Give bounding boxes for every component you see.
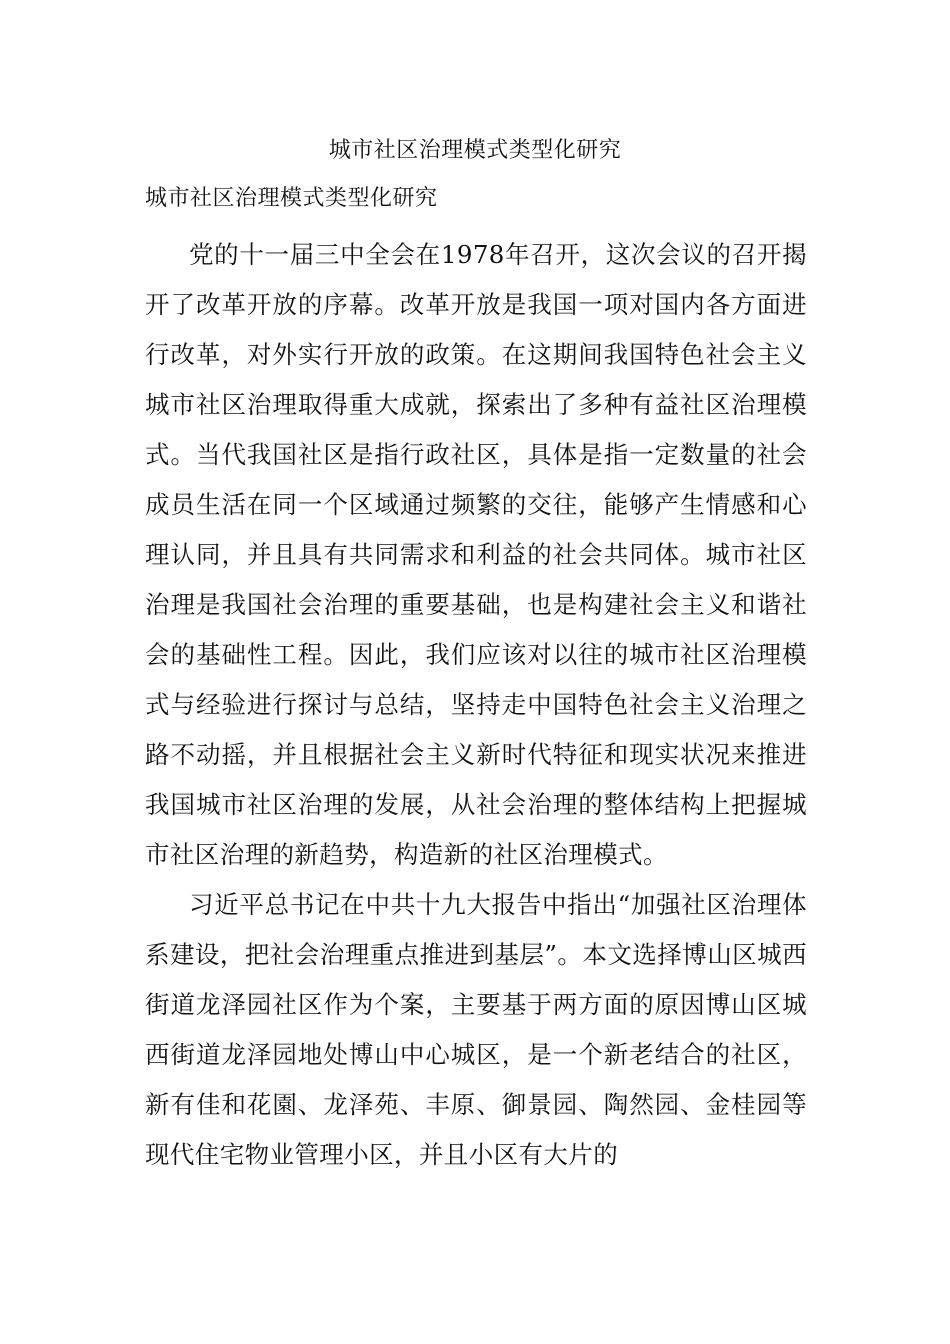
paragraph-1: 党的十一届三中全会在1978年召开，这次会议的召开揭开了改革开放的序幕。改革开放是我国一项对国内各方面进行改革，对外实行开放的政策。在这期间我国特色社会主义城市社区治理取得重大成就，探索出了多种有益社区治理模式。当代我国社区是指行政社区，具体是指一定数量的社会成员生活在同一个区域通过频繁的交往，能够产生情感和心理认同，并且具有共同需求和利益的社会共同体。城市社区治理是我国社会治理的重要基础，也是构建社会主义和谐社会的基础性工程。因此，我们应该对以往的城市社区治理模式与经验进行探讨与总结，坚持走中国特色社会主义治理之路不动摇，并且根据社会主义新时代特征和现实状况来推进我国城市社区治理的发展，从社会治理的整体结构上把握城市社区治理的新趋势，构造新的社区治理模式。: [145, 240, 807, 869]
paragraph-2: 习近平总书记在中共十九大报告中指出“加强社区治理体系建设，把社会治理重点推进到基层”。本文选择博山区城西街道龙泽园社区作为个案，主要基于两方面的原因博山区城西街道龙泽园地处博山中心城区，是一个新老结合的社区，新有佳和花園、龙泽苑、丰原、御景园、陶然园、金桂园等现代住宅物业管理小区，并且小区有大片的: [145, 890, 807, 1169]
document-subtitle: 城市社区治理模式类型化研究: [145, 186, 438, 211]
document-title: 城市社区治理模式类型化研究: [328, 138, 622, 163]
document-body: [145, 230, 807, 1180]
